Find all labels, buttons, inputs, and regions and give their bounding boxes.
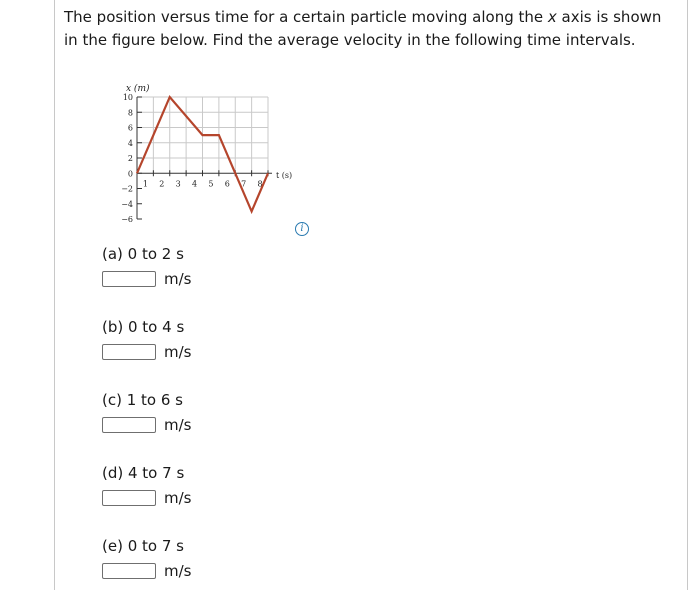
y-tick-label: 4 [127,138,133,148]
question-text [64,6,664,52]
part-a-answer-input[interactable] [102,271,156,287]
part-a [102,244,402,288]
question-variable: x [547,8,557,26]
question-text-before: The position versus time for a certain particle moving along the [64,8,548,26]
part-d-unit: m/s [164,489,192,507]
question-text-after: axis is shown in the figure below. Find the average velocity in the following time intervals. [64,8,662,49]
part-c-unit: m/s [164,416,192,434]
part-c [102,390,402,434]
part-a-unit: m/s [164,270,192,288]
x-tick-label: 2 [159,179,165,189]
y-tick-label: 10 [122,93,133,102]
part-e [102,536,402,580]
info-icon[interactable]: i [295,222,309,236]
x-tick-labels [143,179,263,188]
x-tick-label: 6 [224,179,230,189]
part-b-label: (b) 0 to 4 s [102,318,185,336]
part-d-answer-input[interactable] [102,490,156,506]
x-tick-label: 7 [241,179,247,189]
part-b-answer-row [102,343,402,361]
part-e-unit: m/s [164,562,192,580]
part-e-answer-row [102,562,402,580]
part-b-answer-input[interactable] [102,344,156,360]
x-tick-label: 8 [257,179,263,189]
part-d [102,463,402,507]
x-axis-label: t (s) [276,171,293,180]
y-tick-label: 2 [127,154,133,163]
part-b-unit: m/s [164,343,192,361]
y-tick-label: −4 [121,199,133,209]
part-a-answer-row [102,270,402,288]
y-tick-labels [121,93,133,224]
y-tick-label: 0 [127,169,133,179]
y-tick-label: −6 [121,215,133,224]
part-e-answer-input[interactable] [102,563,156,579]
part-a-label: (a) 0 to 2 s [102,245,184,263]
part-c-answer-input[interactable] [102,417,156,433]
x-tick-label: 1 [142,179,148,189]
part-b [102,317,402,361]
part-d-answer-row [102,489,402,507]
part-c-answer-row [102,416,402,434]
part-c-label: (c) 1 to 6 s [102,391,183,409]
y-tick-label: 6 [127,123,133,133]
y-tick-label: −2 [121,184,133,194]
y-axis-label: x (m) [126,84,150,94]
x-tick-label: 3 [175,179,181,189]
part-d-label: (d) 4 to 7 s [102,464,185,482]
x-tick-label: 5 [208,179,214,189]
part-e-label: (e) 0 to 7 s [102,537,184,555]
position-time-graph [108,78,308,238]
y-tick-label: 8 [127,108,133,118]
x-tick-label: 4 [191,179,198,189]
